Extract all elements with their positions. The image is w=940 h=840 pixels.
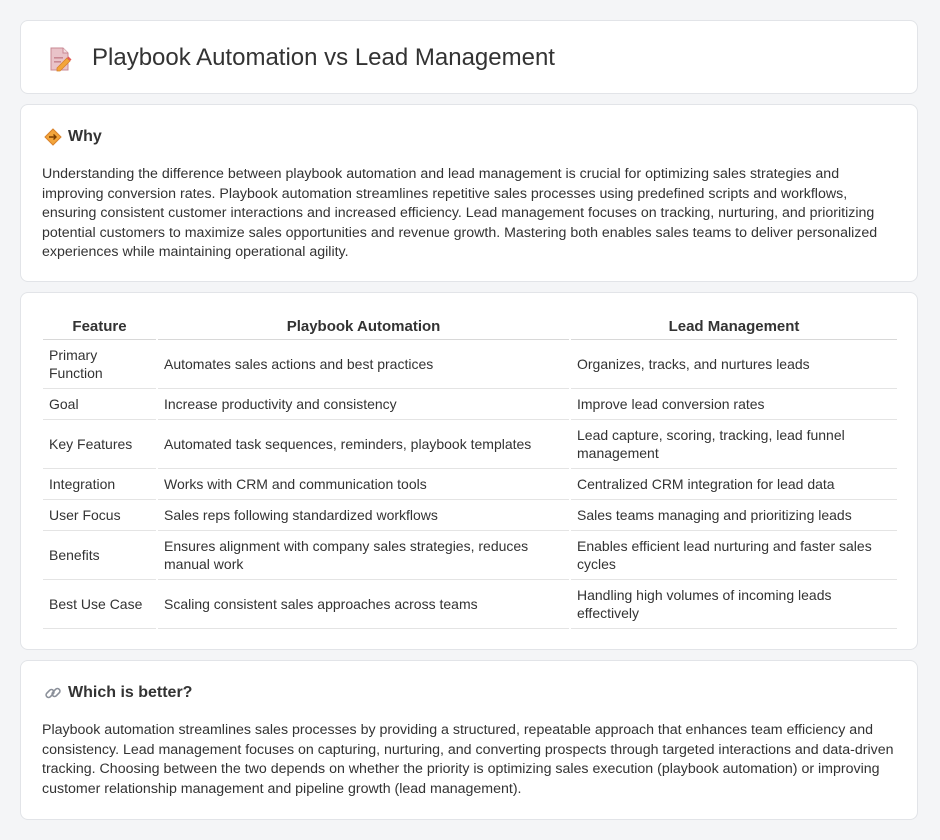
table-row bbox=[43, 531, 897, 580]
why-section bbox=[20, 104, 918, 282]
table-row bbox=[43, 420, 897, 469]
diamond-sign-icon bbox=[43, 127, 63, 147]
table-row bbox=[43, 469, 897, 500]
table-cell: Centralized CRM integration for lead data bbox=[571, 469, 897, 500]
table-cell: Increase productivity and consistency bbox=[158, 389, 569, 420]
why-paragraph: Understanding the difference between playbook automation and lead management is crucial for optimizing sales strategies and improving conversion rates. Playbook automation streamlines repetitive sales processes using predefined scripts and workflows, ensuring consistent customer interactions and increased efficiency. Lead management focuses on tracking, nurturing, and prioritizing potential customers to maximize sales opportunities and revenue growth. Mastering both enables sales teams to deliver personalized experiences while maintaining operational agility. bbox=[42, 166, 878, 260]
which-is-better-section bbox=[20, 660, 918, 820]
why-heading: Why bbox=[68, 128, 102, 145]
table-cell: Handling high volumes of incoming leads effectively bbox=[571, 580, 897, 629]
column-header: Lead Management bbox=[571, 313, 897, 340]
document-edit-icon bbox=[47, 45, 73, 73]
page-title: Playbook Automation vs Lead Management bbox=[92, 44, 555, 71]
table-cell: Works with CRM and communication tools bbox=[158, 469, 569, 500]
column-header: Playbook Automation bbox=[158, 313, 569, 340]
table-cell: Automated task sequences, reminders, playbook templates bbox=[158, 420, 569, 469]
table-cell: Best Use Case bbox=[43, 580, 156, 629]
table-cell: Lead capture, scoring, tracking, lead funnel management bbox=[571, 420, 897, 469]
table-cell: Ensures alignment with company sales strategies, reduces manual work bbox=[158, 531, 569, 580]
which-is-better-heading: Which is better? bbox=[68, 684, 193, 701]
table-cell: Sales reps following standardized workflows bbox=[158, 500, 569, 531]
title-card bbox=[20, 20, 918, 94]
table-header-row bbox=[43, 313, 897, 340]
table-cell: Goal bbox=[43, 389, 156, 420]
table-cell: Sales teams managing and prioritizing leads bbox=[571, 500, 897, 531]
table-cell: Organizes, tracks, and nurtures leads bbox=[571, 340, 897, 389]
table-cell: Primary Function bbox=[43, 340, 156, 389]
comparison-section bbox=[20, 292, 918, 650]
table-cell: Scaling consistent sales approaches across teams bbox=[158, 580, 569, 629]
table-row bbox=[43, 389, 897, 420]
table-cell: User Focus bbox=[43, 500, 156, 531]
table-row bbox=[43, 340, 897, 389]
table-cell: Enables efficient lead nurturing and faster sales cycles bbox=[571, 531, 897, 580]
column-header: Feature bbox=[43, 313, 156, 340]
table-cell: Integration bbox=[43, 469, 156, 500]
table-row bbox=[43, 580, 897, 629]
link-icon bbox=[43, 683, 63, 703]
table-row bbox=[43, 500, 897, 531]
which-is-better-paragraph: Playbook automation streamlines sales processes by providing a structured, repeatable approach that enhances team efficiency and consistency. Lead management focuses on capturing, nurturing, and converting prospects through targeted interactions and data-driven tracking. Choosing between the two depends on whether the priority is optimizing sales execution (playbook automation) or improving customer relationship management and pipeline growth (lead management). bbox=[42, 722, 894, 797]
table-cell: Benefits bbox=[43, 531, 156, 580]
table-cell: Automates sales actions and best practices bbox=[158, 340, 569, 389]
table-cell: Improve lead conversion rates bbox=[571, 389, 897, 420]
table-cell: Key Features bbox=[43, 420, 156, 469]
comparison-table bbox=[41, 313, 899, 629]
